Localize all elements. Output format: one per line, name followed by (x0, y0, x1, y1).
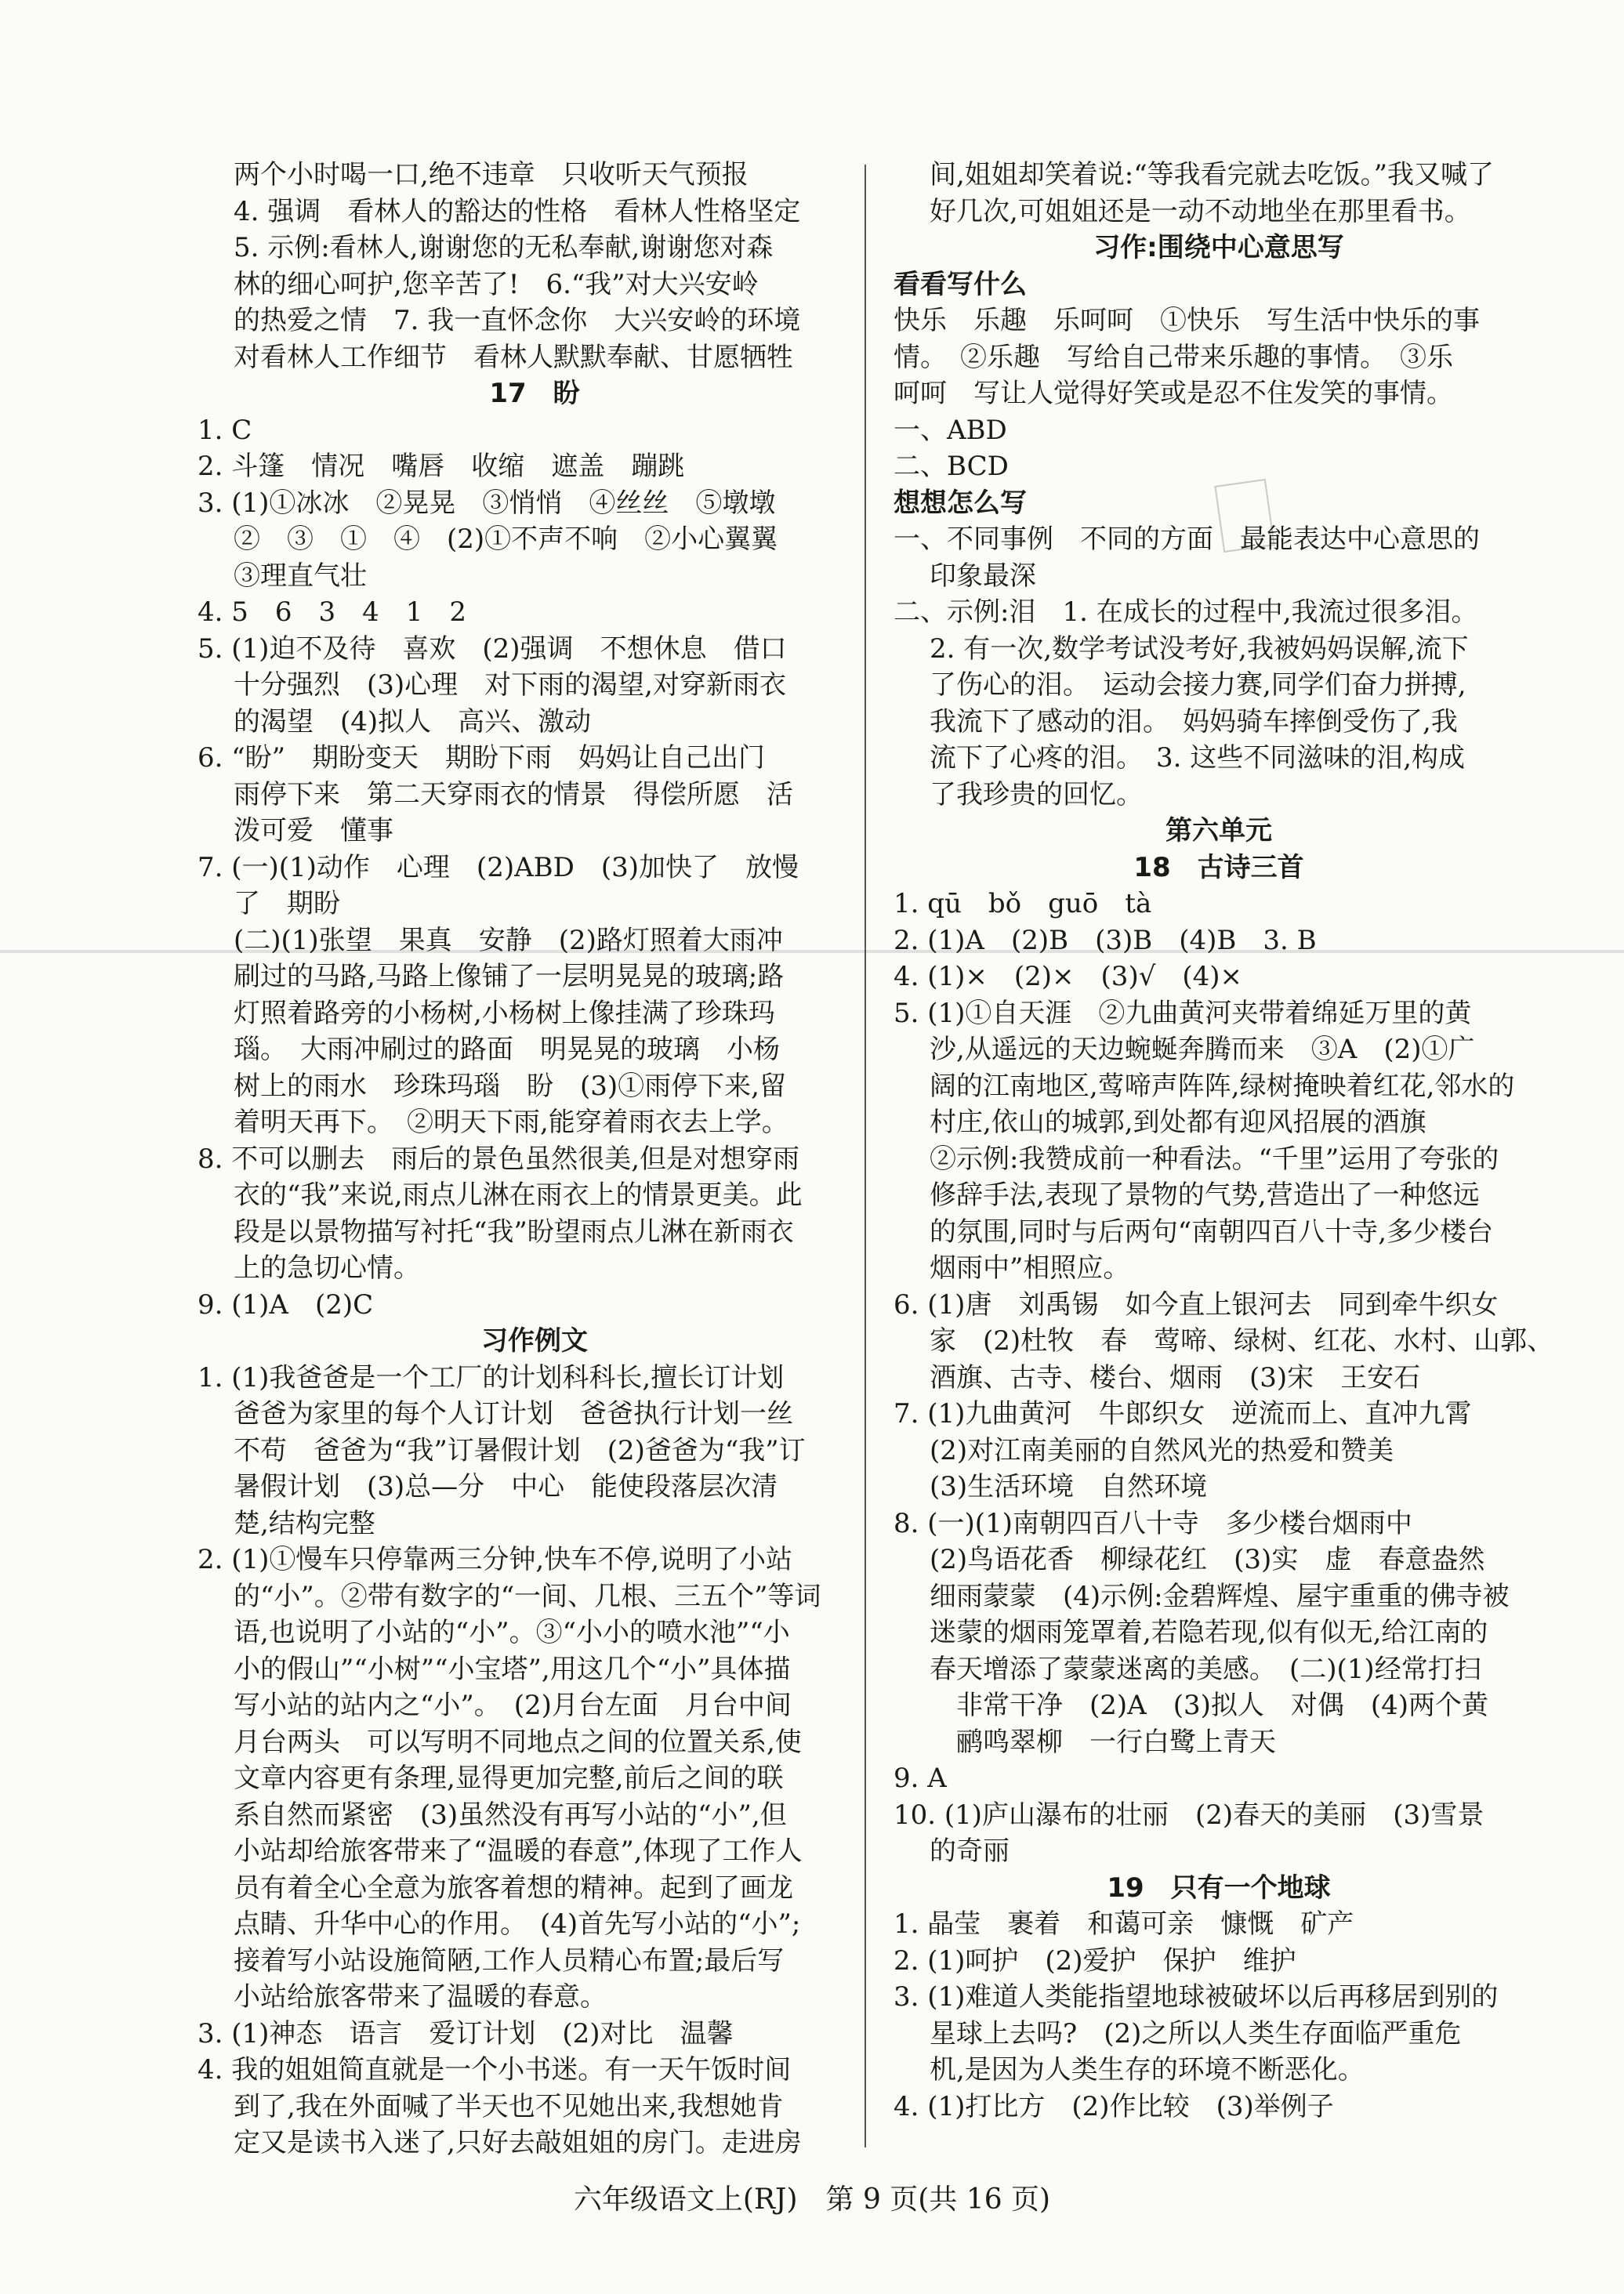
right-text-line: 看看写什么 (894, 268, 1027, 300)
right-text-line: 我流下了感动的泪。 妈妈骑车摔倒受伤了,我 (930, 705, 1458, 737)
left-text-line: 对看林人工作细节 看林人默默奉献、甘愿牺牲 (234, 341, 793, 373)
page-footer: 六年级语文上(RJ) 第 9 页(共 16 页) (573, 2183, 1051, 2216)
right-text-line: 18 古诗三首 (1133, 851, 1304, 883)
right-text-line: 一、不同事例 不同的方面 最能表达中心意思的 (894, 524, 1480, 555)
right-text-line: 3. (1)难道人类能指望地球被破坏以后再移居到别的 (894, 1981, 1499, 2013)
right-text-line: 迷蒙的烟雨笼罩着,若隐若现,似有似无,给江南的 (930, 1617, 1488, 1648)
right-text-line: 2. (1)A (2)B (3)B (4)B 3. B (894, 924, 1317, 956)
right-text-line: 19 只有一个地球 (1107, 1872, 1331, 1904)
right-text-line: 修辞手法,表现了景物的气势,营造出了一种悠远 (930, 1180, 1480, 1211)
left-text-line: 小站却给旅客带来了“温暖的春意”,体现了工作人 (234, 1836, 803, 1867)
right-text-line: 6. (1)唐 刘禹锡 如今直上银河去 同到牵牛织女 (894, 1288, 1499, 1321)
left-text-line: 不苟 爸爸为“我”订暑假计划 (2)爸爸为“我”订 (234, 1434, 806, 1466)
right-text-line: 4. (1)× (2)× (3)√ (4)× (894, 961, 1243, 992)
right-text-line: 了我珍贵的回忆。 (930, 778, 1143, 810)
left-text-line: 9. (1)A (2)C (198, 1288, 374, 1321)
right-text-line: 第六单元 (1165, 815, 1272, 846)
left-text-line: 写小站的站内之“小”。 (2)月台左面 月台中间 (234, 1690, 792, 1721)
right-text-line: 1. 晶莹 裹着 和蔼可亲 慷慨 矿产 (894, 1908, 1354, 1940)
right-text-line: 5. (1)①自天涯 ②九曲黄河夹带着绵延万里的黄 (894, 997, 1472, 1029)
left-text-line: 5. (1)迫不及待 喜欢 (2)强调 不想休息 借口 (198, 632, 787, 665)
right-text-line: 细雨蒙蒙 (4)示例:金碧辉煌、屋宇重重的佛寺被 (930, 1580, 1510, 1612)
right-text-line: 春天增添了蒙蒙迷离的美感。 (二)(1)经常打扫 (930, 1653, 1481, 1685)
right-text-line: 阔的江南地区,莺啼声阵阵,绿树掩映着红花,邻水的 (930, 1070, 1515, 1102)
right-text-line: 2. 有一次,数学考试没考好,我被妈妈误解,流下 (930, 632, 1469, 665)
left-text-line: 6. “盼” 期盼变天 期盼下雨 妈妈让自己出门 (198, 742, 766, 774)
left-text-line: 3. (1)神态 语言 爱订计划 (2)对比 温馨 (198, 2017, 734, 2049)
left-text-line: 灯照着路旁的小杨树,小杨树上像挂满了珍珠玛 (234, 997, 775, 1029)
left-text-line: 小的假山”“小树”“小宝塔”,用这几个“小”具体描 (234, 1653, 791, 1685)
left-text-line: 的“小”。②带有数字的“一间、几根、三五个”等词 (234, 1580, 821, 1612)
right-text-line: 流下了心疼的泪。 3. 这些不同滋味的泪,构成 (930, 742, 1466, 774)
left-text-line: 泼可爱 懂事 (234, 815, 393, 846)
right-text-line: 酒旗、古寺、楼台、烟雨 (3)宋 王安石 (930, 1361, 1421, 1393)
left-column (198, 157, 872, 2162)
left-text-line: 段是以景物描写衬托“我”盼望雨点儿淋在新雨衣 (234, 1216, 794, 1248)
left-text-line: 4. 强调 看林人的豁达的性格 看林人性格坚定 (234, 195, 801, 227)
left-text-line: 十分强烈 (3)心理 对下雨的渴望,对穿新雨衣 (234, 669, 786, 701)
right-text-line: 机,是因为人类生存的环境不断恶化。 (930, 2054, 1365, 2086)
left-text-line: 习作例文 (481, 1325, 588, 1357)
right-text-line: 快乐 乐趣 乐呵呵 ①快乐 写生活中快乐的事 (894, 305, 1480, 336)
right-text-line: 村庄,依山的城郭,到处都有迎风招展的酒旗 (930, 1107, 1426, 1138)
left-text-line: 雨停下来 第二天穿雨衣的情景 得偿所愿 活 (234, 778, 793, 810)
right-text-line: 的奇丽 (930, 1836, 1010, 1867)
right-text-line: 鹂鸣翠柳 一行白鹭上青天 (930, 1726, 1276, 1758)
left-text-line: 衣的“我”来说,雨点儿淋在雨衣上的情景更美。此 (234, 1180, 803, 1211)
left-text-line: 爸爸为家里的每个人订计划 爸爸执行计划一丝 (234, 1398, 793, 1430)
right-text-line: (2)鸟语花香 柳绿花红 (3)实 虚 春意盎然 (930, 1544, 1485, 1575)
left-text-line: 文章内容更有条理,显得更加完整,前后之间的联 (234, 1763, 784, 1794)
right-text-line: 呵呵 写让人觉得好笑或是忍不住发笑的事情。 (894, 378, 1453, 409)
left-text-line: 到了,我在外面喊了半天也不见她出来,我想她肯 (234, 2090, 784, 2122)
right-text-line: 1. qū bǒ guō tà (894, 888, 1152, 919)
left-text-line: 2. (1)①慢车只停靠两三分钟,快车不停,说明了小站 (198, 1544, 793, 1575)
left-text-line: 接着写小站设施简陋,工作人员精心布置;最后写 (234, 1944, 785, 1977)
right-text-line: 的氛围,同时与后两句“南朝四百八十寺,多少楼台 (930, 1216, 1493, 1248)
right-text-line: (2)对江南美丽的自然风光的热爱和赞美 (930, 1434, 1394, 1466)
right-text-line: 9. A (894, 1763, 947, 1794)
right-text-line: ②示例:我赞成前一种看法。“千里”运用了夸张的 (930, 1143, 1499, 1175)
right-text-line: 4. (1)打比方 (2)作比较 (3)举例子 (894, 2090, 1334, 2122)
right-text-line: 家 (2)杜牧 春 莺啼、绿树、红花、水村、山郭、 (930, 1325, 1554, 1357)
left-text-line: 1. C (198, 414, 252, 446)
right-text-line: 二、示例:泪 1. 在成长的过程中,我流过很多泪。 (894, 596, 1478, 628)
left-text-line: 刷过的马路,马路上像铺了一层明晃晃的玻璃;路 (234, 961, 785, 992)
left-text-line: ③理直气壮 (234, 560, 367, 592)
left-text-line: 语,也说明了小站的“小”。③“小小的喷水池”“小 (234, 1617, 790, 1648)
right-text-line: 2. (1)呵护 (2)爱护 保护 维护 (894, 1944, 1296, 1977)
right-text-line: 情。 ②乐趣 写给自己带来乐趣的事情。 ③乐 (894, 341, 1453, 373)
left-text-line: 1. (1)我爸爸是一个工厂的计划科科长,擅长订计划 (198, 1361, 785, 1393)
right-text-line: 好几次,可姐姐还是一动不动地坐在那里看书。 (930, 195, 1471, 227)
left-text-line: 员有着全心全意为旅客着想的精神。起到了画龙 (234, 1872, 793, 1904)
right-text-line: 间,姐姐却笑着说:“等我看完就去吃饭。”我又喊了 (930, 159, 1495, 190)
left-text-line: 系自然而紧密 (3)虽然没有再写小站的“小”,但 (234, 1799, 787, 1831)
right-text-line: 星球上去吗? (2)之所以人类生存面临严重危 (930, 2017, 1462, 2049)
left-text-line: 了 期盼 (234, 888, 340, 919)
left-text-line: 5. 示例:看林人,谢谢您的无私奉献,谢谢您对森 (234, 232, 774, 263)
right-text-line: (3)生活环境 自然环境 (930, 1471, 1208, 1502)
right-text-line: 印象最深 (930, 560, 1036, 592)
left-text-line: (二)(1)张望 果真 安静 (2)路灯照着大雨冲 (234, 924, 783, 956)
right-text-line: 习作:围绕中心意思写 (1093, 232, 1344, 263)
left-text-line: 林的细心呵护,您辛苦了! 6.“我”对大兴安岭 (234, 268, 759, 300)
left-text-line: 月台两头 可以写明不同地点之间的位置关系,使 (234, 1726, 802, 1758)
left-text-line: 4. 我的姐姐简直就是一个小书迷。有一天午饭时间 (198, 2054, 792, 2086)
left-text-line: 定又是读书入迷了,只好去敲姐姐的房门。走进房 (234, 2127, 802, 2158)
left-text-line: 点睛、升华中心的作用。 (4)首先写小站的“小”; (234, 1908, 801, 1940)
right-text-line: 想想怎么写 (894, 487, 1027, 519)
left-text-line: 2. 斗篷 情况 嘴唇 收缩 遮盖 蹦跳 (198, 451, 685, 482)
left-text-line: 7. (一)(1)动作 心理 (2)ABD (3)加快了 放慢 (198, 851, 799, 883)
left-text-line: 暑假计划 (3)总—分 中心 能使段落层次清 (234, 1471, 778, 1502)
left-text-line: 8. 不可以删去 雨后的景色虽然很美,但是对想穿雨 (198, 1143, 800, 1175)
left-text-line: 上的急切心情。 (234, 1252, 420, 1284)
right-text-line: 10. (1)庐山瀑布的壮丽 (2)春天的美丽 (3)雪景 (894, 1799, 1484, 1831)
left-text-line: 4. 5 6 3 4 1 2 (198, 596, 467, 628)
left-text-line: 17 盼 (489, 378, 580, 409)
right-text-line: 8. (一)(1)南朝四百八十寺 多少楼台烟雨中 (894, 1507, 1412, 1539)
right-text-line: 二、BCD (894, 451, 1009, 482)
left-text-line: ② ③ ① ④ (2)①不声不响 ②小心翼翼 (234, 524, 778, 555)
left-text-line: 的热爱之情 7. 我一直怀念你 大兴安岭的环境 (234, 305, 801, 336)
right-text-line: 烟雨中”相照应。 (930, 1252, 1130, 1284)
left-text-line: 小站给旅客带来了温暖的春意。 (234, 1981, 607, 2013)
right-text-line: 非常干净 (2)A (3)拟人 对偶 (4)两个黄 (930, 1690, 1489, 1721)
right-text-line: 一、ABD (894, 414, 1007, 446)
right-text-line: 7. (1)九曲黄河 牛郎织女 逆流而上、直冲九霄 (894, 1398, 1472, 1430)
right-text-line: 了伤心的泪。 运动会接力赛,同学们奋力拼搏, (930, 669, 1466, 701)
left-text-line: 瑙。 大雨冲刷过的路面 明晃晃的玻璃 小杨 (234, 1034, 780, 1065)
left-text-line: 着明天再下。 ②明天下雨,能穿着雨衣去上学。 (234, 1107, 788, 1138)
left-text-line: 楚,结构完整 (234, 1507, 375, 1539)
right-column (894, 157, 1554, 2125)
left-text-line: 3. (1)①冰冰 ②晃晃 ③悄悄 ④丝丝 ⑤墩墩 (198, 487, 776, 519)
left-text-line: 树上的雨水 珍珠玛瑙 盼 (3)①雨停下来,留 (234, 1070, 786, 1102)
left-text-line: 两个小时喝一口,绝不违章 只收听天气预报 (234, 159, 749, 190)
left-text-line: 的渴望 (4)拟人 高兴、激动 (234, 705, 592, 737)
right-text-line: 沙,从遥远的天边蜿蜒奔腾而来 ③A (2)①广 (930, 1034, 1475, 1065)
